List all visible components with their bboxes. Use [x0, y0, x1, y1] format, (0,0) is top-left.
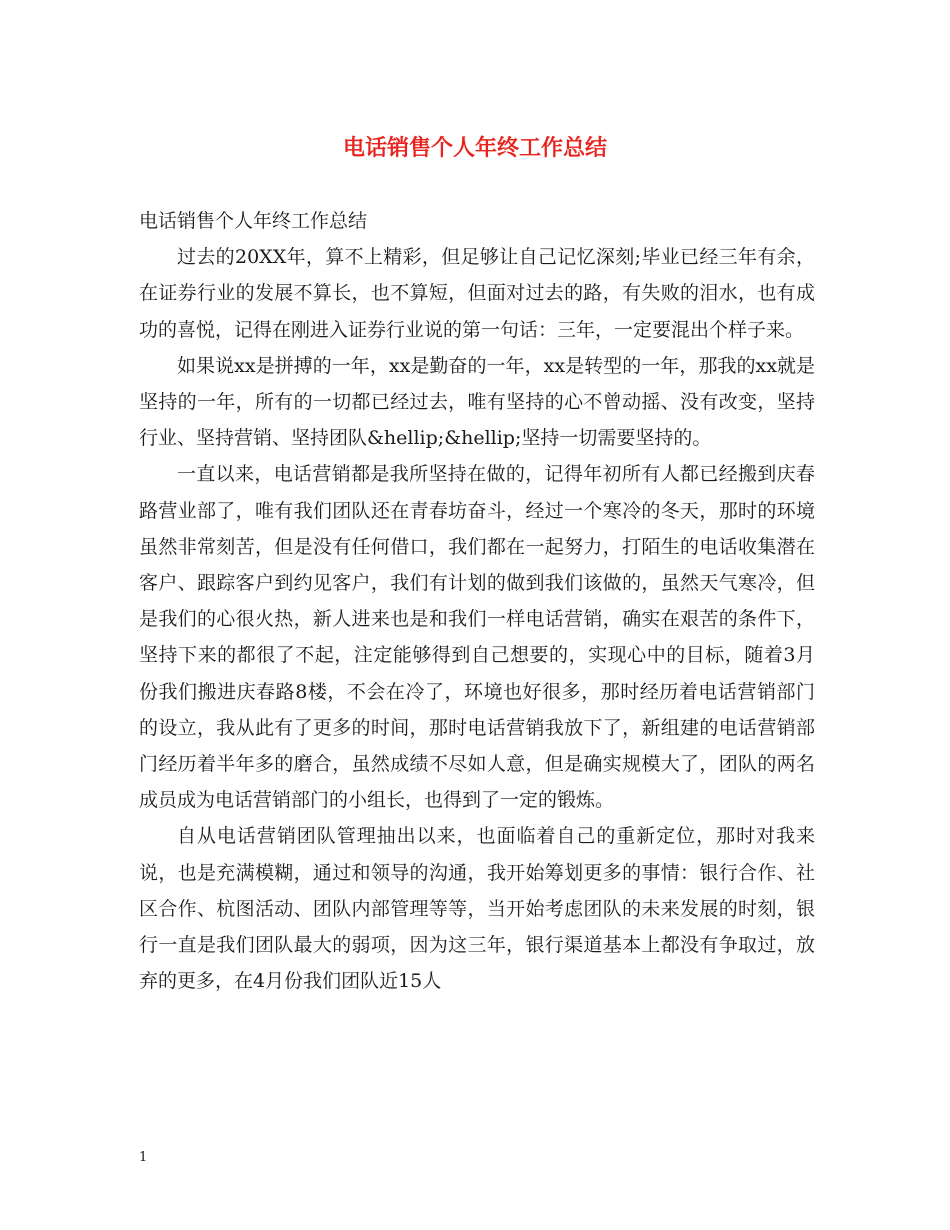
- paragraph-4: 自从电话营销团队管理抽出以来，也面临着自己的重新定位，那时对我来说，也是充满模糊，通过和领导的沟通，我开始筹划更多的事情：银行合作、社区合作、杭图活动、团队内部管理等等，当开始考虑团队的未来发展的时刻，银行一直是我们团队最大的弱项，因为这三年，银行渠道基本上都没有争取过，放弃的更多，在4月份我们团队近15人: [139, 825, 815, 993]
- document-body: [139, 203, 815, 999]
- paragraph-2: 如果说xx是拼搏的一年，xx是勤奋的一年，xx是转型的一年，那我的xx就是坚持的一年，所有的一切都已经过去，唯有坚持的心不曾动摇、没有改变，坚持行业、坚持营销、坚持团队&hellip;&hellip;坚持一切需要坚持的。: [139, 354, 815, 450]
- page-number: 1: [139, 1150, 148, 1165]
- document-title: 电话销售个人年终工作总结: [342, 135, 607, 161]
- document-subtitle: 电话销售个人年终工作总结: [139, 210, 368, 232]
- paragraph-1: 过去的20XX年，算不上精彩，但足够让自己记忆深刻;毕业已经三年有余，在证券行业的发展不算长，也不算短，但面对过去的路，有失败的泪水，也有成功的喜悦，记得在刚进入证券行业说的第一句话：三年，一定要混出个样子来。: [139, 246, 815, 341]
- paragraph-3: 一直以来，电话营销都是我所坚持在做的，记得年初所有人都已经搬到庆春路营业部了，唯有我们团队还在青春坊奋斗，经过一个寒冷的冬天，那时的环境虽然非常刻苦，但是没有任何借口，我们都在一起努力，打陌生的电话收集潜在客户、跟踪客户到约见客户，我们有计划的做到我们该做的，虽然天气寒冷，但是我们的心很火热，新人进来也是和我们一样电话营销，确实在艰苦的条件下，坚持下来的都很了不起，注定能够得到自己想要的，实现心中的目标，随着3月份我们搬进庆春路8楼，不会在冷了，环境也好很多，那时经历着电话营销部门的设立，我从此有了更多的时间，那时电话营销我放下了，新组建的电话营销部门经历着半年多的磨合，虽然成绩不尽如人意，但是确实规模大了，团队的两名成员成为电话营销部门的小组长，也得到了一定的锻炼。: [139, 463, 815, 812]
